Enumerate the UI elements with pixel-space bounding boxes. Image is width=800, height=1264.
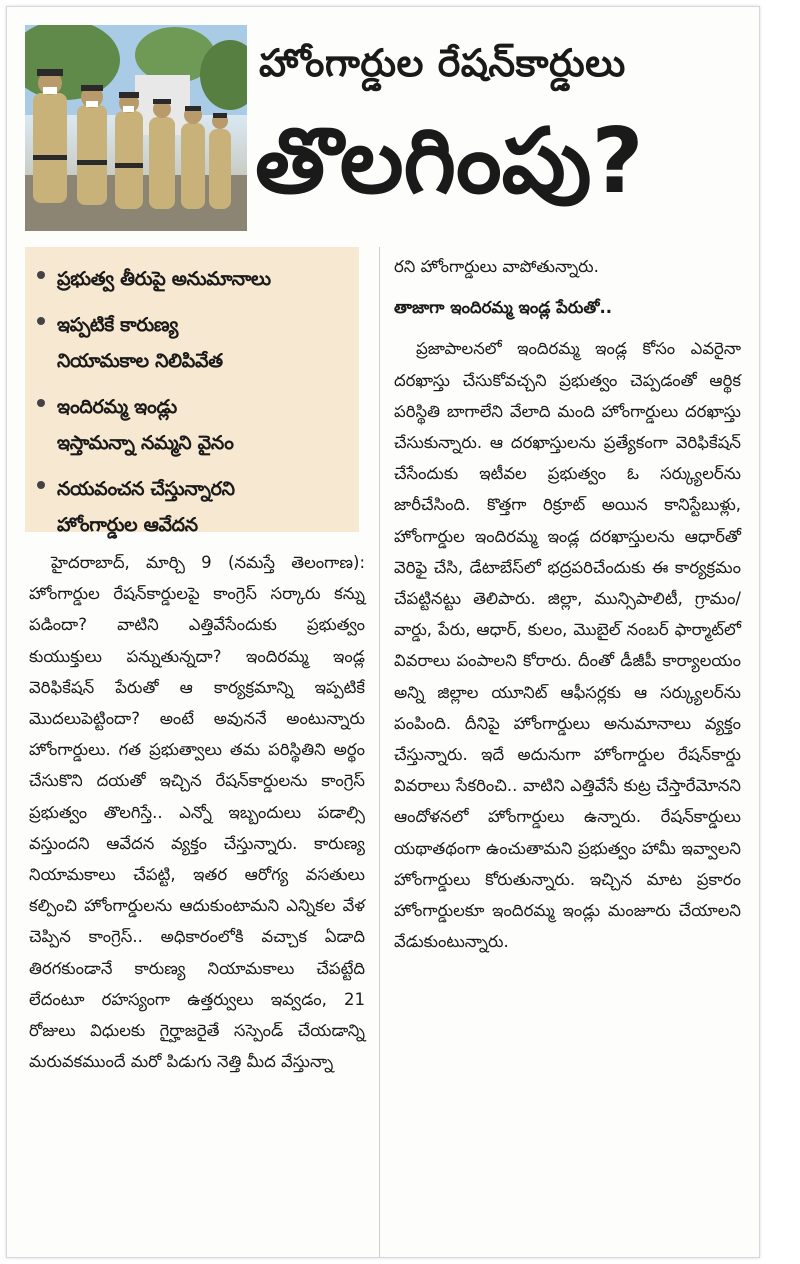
highlight-line: ఇస్తామన్నా నమ్మని వైనం [57, 432, 234, 454]
highlight-line: నియామకాల నిలిపివేత [57, 350, 223, 372]
newspaper-clipping [6, 6, 760, 1258]
highlight-line: ప్రభుత్వ తీరుపై అనుమానాలు [57, 268, 271, 290]
article-column-right [394, 251, 741, 957]
highlight-item [35, 389, 349, 461]
subheading: తాజాగా ఇందిరమ్మ ఇండ్ల పేరుతో.. [394, 298, 613, 318]
highlight-line: హోంగార్డుల ఆవేదన [57, 514, 198, 536]
bullet-icon [37, 317, 45, 325]
headline-main: తొలగింపు? [255, 109, 644, 214]
highlight-line: ఇందిరమ్మ ఇండ్లు [57, 396, 177, 418]
headline-kicker: హోంగార్డుల రేషన్‌కార్డులు [259, 41, 626, 85]
highlight-item [35, 307, 349, 379]
bullet-icon [37, 271, 45, 279]
policemen-photo-icon [25, 25, 247, 231]
highlights-box [25, 247, 359, 536]
column-divider [379, 247, 380, 1257]
bullet-icon [37, 481, 45, 489]
article-column-left [29, 547, 365, 1077]
body-paragraph: ప్రజాపాలనలో ఇందిరమ్మ ఇండ్ల కోసం ఎవరైనా దరఖాస్తు చేసుకోవచ్చని ప్రభుత్వం చెప్పడంతో ఆర్థిక పరిస్థితి బాగాలేని వేలాది మంది హోంగార్డులు దరఖాస్తు చేసుకున్నారు. ఆ దరఖాస్తులను ప్రత్యేకంగా వెరిఫికేషన్‌ చేసేందుకు ఇటీవల ప్రభుత్వం ఓ సర్క్యులర్‌ను జారీచేసింది. కొత్తగా రిక్రూట్‌ అయిన కానిస్టేబుళ్లు, హోంగార్డుల ఇందిరమ్మ ఇండ్ల దరఖాస్తులను ఆధార్‌తో వెరిఫై చేసి, డేటాబేస్‌లో భద్రపరిచేందుకు ఈ కార్యక్రమం చేపట్టినట్టు తెలిపారు. జిల్లా, మున్సిపాలిటీ, గ్రామం/వార్డు, పేరు, ఆధార్‌, కులం, మొబైల్‌ నంబర్‌ ఫార్మాట్‌లో వివరాలు పంపాలని కోరారు. దీంతో డీజీపీ కార్యాలయం అన్ని జిల్లాల యూనిట్‌ ఆఫీసర్లకు ఆ సర్క్యులర్‌ను పంపింది. దీనిపై హోంగార్డులు అనుమానాలు వ్యక్తం చేస్తున్నారు. ఇదే అదునుగా హోంగార్డుల రేషన్‌కార్డు వివరాలు సేకరించి.. వాటిని ఎత్తివేసే కుట్ర చేస్తారేమోనని ఆందోళనలో హోంగార్డులు ఉన్నారు. రేషన్‌కార్డులు యథాతథంగా ఉంచుతామని ప్రభుత్వం హామీ ఇవ్వాలని హోంగార్డులు కోరుతున్నారు. ఇచ్చిన మాట ప్రకారం హోంగార్డులకూ ఇందిరమ్మ ఇండ్లు మంజూరు చేయాలని వేడుకుంటున్నారు. [394, 339, 741, 952]
highlight-item [35, 471, 349, 543]
body-continuation: రని హోంగార్డులు వాపోతున్నారు. [394, 257, 599, 276]
news-photo [25, 25, 247, 231]
highlight-line: నయవంచన చేస్తున్నారని [57, 478, 235, 500]
highlight-item [35, 261, 349, 297]
body-paragraph: హైదరాబాద్‌, మార్చి 9 (నమస్తే తెలంగాణ): హోంగార్డుల రేషన్‌కార్డులపై కాంగ్రెస్‌ సర్కారు కన్ను పడిందా? వాటిని ఎత్తివేసేందుకు ప్రభుత్వం కుయుక్తులు పన్నుతున్నదా? ఇందిరమ్మ ఇండ్ల వెరిఫికేషన్‌ పేరుతో ఆ కార్యక్రమాన్ని ఇప్పటికే మొదలుపెట్టిందా? అంటే అవుననే అంటున్నారు హోంగార్డులు. గత ప్రభుత్వాలు తమ పరిస్థితిని అర్థం చేసుకొని దయతో ఇచ్చిన రేషన్‌కార్డులను కాంగ్రెస్‌ ప్రభుత్వం తొలగిస్తే.. ఎన్నో ఇబ్బందులు పడాల్సి వస్తుందని ఆవేదన వ్యక్తం చేస్తున్నారు. కారుణ్య నియామకాలు చేపట్టి, ఇతర ఆరోగ్య వసతులు కల్పించి హోంగార్డులను ఆదుకుంటామని ఎన్నికల వేళ చెప్పిన కాంగ్రెస్‌.. అధికారంలోకి వచ్చాక ఏడాది తిరగకుండానే కారుణ్య నియామకాలు చేపట్టేది లేదంటూ రహస్యంగా ఉత్తర్వులు ఇవ్వడం, 21 రోజులు విధులకు గైర్హాజరైతే సస్పెండ్‌ చేయడాన్ని మరువకముందే మరో పిడుగు నెత్తి మీద వేస్తున్నా [29, 553, 365, 1072]
bullet-icon [37, 399, 45, 407]
highlight-line: ఇప్పటికే కారుణ్య [57, 314, 178, 336]
